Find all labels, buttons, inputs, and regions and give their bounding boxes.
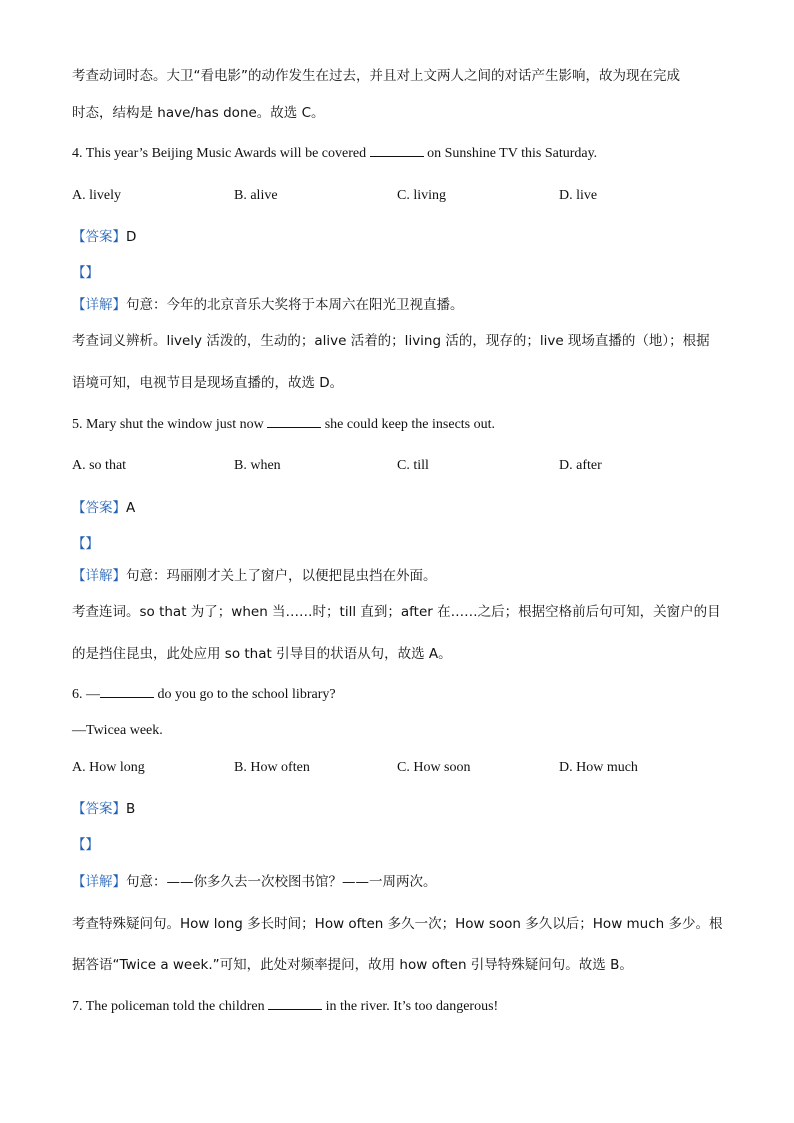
option-b: B. when bbox=[234, 458, 281, 473]
option-d: D. live bbox=[559, 188, 598, 203]
analysis-line-1: 考查词义辨析。lively 活泼的，生动的；alive 活着的；living 活的，现存的；live 现场直播的（地）；根据 bbox=[72, 333, 710, 349]
bracket-label: 【】 bbox=[72, 265, 99, 281]
question-5-stem bbox=[72, 415, 495, 435]
question-number: 5. bbox=[72, 417, 83, 432]
answer-line bbox=[72, 227, 136, 247]
intro-line-1: 考查动词时态。大卫“看电影”的动作发生在过去，并且对上文两人之间的对话产生影响，故为现在完成 bbox=[72, 68, 680, 84]
answer-label: 【答案】 bbox=[72, 500, 126, 516]
intro-line-2: 时态，结构是 have/has done。故选 C。 bbox=[72, 105, 325, 121]
answer-value: D bbox=[126, 229, 137, 245]
question-text: This year’s Beijing Music Awards will be covered bbox=[85, 146, 367, 161]
answer-line bbox=[72, 799, 135, 819]
detail-label: 【详解】 bbox=[72, 568, 126, 584]
analysis-line-2: 语境可知，电视节目是现场直播的，故选 D。 bbox=[72, 375, 344, 391]
option-a: A. lively bbox=[72, 188, 121, 203]
question-text: on Sunshine TV this Saturday. bbox=[427, 146, 598, 161]
analysis-line-2: 据答语“Twice a week.”可知，此处对频率提问，故用 how often 引导特殊疑问句。故选 B。 bbox=[72, 957, 633, 973]
option-b: B. alive bbox=[234, 188, 278, 203]
option-a: A. so that bbox=[72, 458, 127, 473]
analysis-line-1: 考查特殊疑问句。How long 多长时间；How often 多久一次；How soon 多久以后；How much 多少。根 bbox=[72, 916, 723, 932]
detail-meaning: 句意：今年的北京音乐大奖将于本周六在阳光卫视直播。 bbox=[126, 297, 464, 313]
answer-label: 【答案】 bbox=[72, 801, 126, 817]
answer-value: B bbox=[126, 801, 136, 817]
bracket-label: 【】 bbox=[72, 837, 99, 853]
option-d: D. after bbox=[559, 458, 602, 473]
analysis-line-1: 考查连词。so that 为了；when 当……时；till 直到；after 在……之后；根据空格前后句可知，关窗户的目 bbox=[72, 604, 721, 620]
question-text: in the river. It’s too dangerous! bbox=[325, 999, 499, 1014]
detail-meaning: 句意：玛丽刚才关上了窗户，以便把昆虫挡在外面。 bbox=[126, 568, 437, 584]
question-4-stem bbox=[72, 144, 597, 164]
question-text: The policeman told the children bbox=[85, 999, 265, 1014]
analysis-line-2: 的是挡住昆虫，此处应用 so that 引导目的状语从句，故选 A。 bbox=[72, 646, 452, 662]
bracket-label: 【】 bbox=[72, 536, 99, 552]
answer-blank bbox=[370, 144, 424, 157]
detail-line bbox=[72, 872, 437, 892]
detail-label: 【详解】 bbox=[72, 297, 126, 313]
answer-blank bbox=[268, 997, 322, 1010]
answer-line bbox=[72, 498, 135, 518]
option-d: D. How much bbox=[559, 760, 638, 775]
answer-blank bbox=[100, 685, 154, 698]
answer-blank bbox=[267, 415, 321, 428]
detail-label: 【详解】 bbox=[72, 874, 126, 890]
option-b: B. How often bbox=[234, 760, 310, 775]
question-number: 6. bbox=[72, 687, 83, 702]
answer-value: A bbox=[126, 500, 136, 516]
detail-line bbox=[72, 566, 437, 586]
question-number: 4. bbox=[72, 146, 83, 161]
question-text: do you go to the school library? bbox=[157, 687, 336, 702]
question-text: she could keep the insects out. bbox=[324, 417, 496, 432]
question-text: — bbox=[86, 687, 100, 702]
question-number: 7. bbox=[72, 999, 83, 1014]
answer-label: 【答案】 bbox=[72, 229, 126, 245]
option-c: C. till bbox=[397, 458, 429, 473]
option-a: A. How long bbox=[72, 760, 145, 775]
question-text: Mary shut the window just now bbox=[86, 417, 264, 432]
question-6-stem bbox=[72, 685, 336, 705]
question-6-reply: —Twicea week. bbox=[72, 723, 163, 738]
option-c: C. living bbox=[397, 188, 447, 203]
detail-line bbox=[72, 295, 464, 315]
question-7-stem bbox=[72, 997, 498, 1017]
option-c: C. How soon bbox=[397, 760, 471, 775]
detail-meaning: 句意：——你多久去一次校图书馆？——一周两次。 bbox=[126, 874, 437, 890]
